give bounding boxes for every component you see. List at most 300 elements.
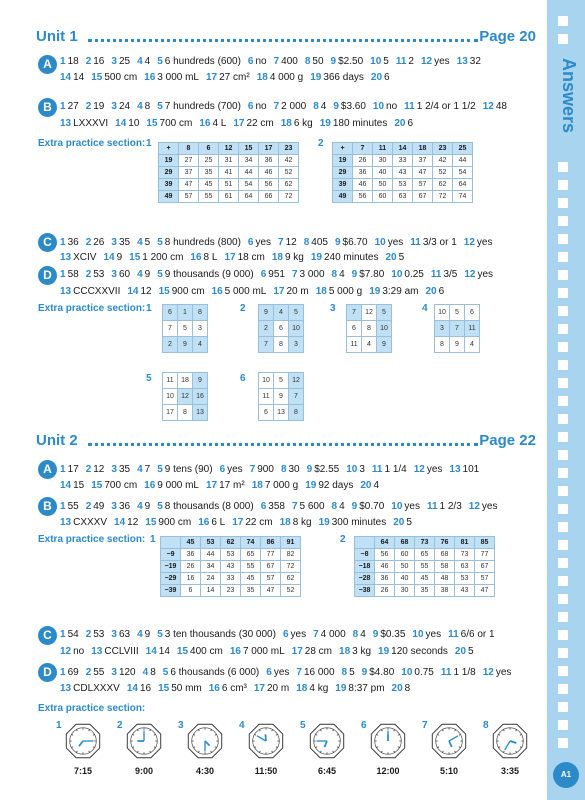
answer-item	[346, 464, 365, 475]
question-number: 18	[339, 646, 351, 657]
question-number: 10	[374, 237, 386, 248]
answers-line	[60, 268, 540, 281]
answer-item	[464, 269, 493, 280]
grid-cell: 36	[181, 549, 201, 561]
answer-value: XCIV	[73, 252, 97, 263]
answer-item	[137, 629, 150, 640]
grid-cell: −29	[161, 573, 181, 585]
unit-title: Unit 1	[36, 28, 78, 45]
answer-value: 5	[349, 667, 355, 678]
clock-time-label: 11:50	[254, 766, 278, 776]
answer-value: 4 kg	[309, 683, 329, 694]
answer-item	[60, 118, 108, 129]
grid-cell: 67	[475, 561, 495, 573]
exercise-number: 6	[240, 373, 246, 384]
answer-item	[261, 501, 285, 512]
answer-item	[60, 683, 120, 694]
question-number: 3	[111, 237, 117, 248]
answer-item	[86, 56, 105, 67]
question-number: 16	[144, 72, 156, 83]
exercise-number: 6	[361, 720, 367, 731]
answer-item	[60, 464, 79, 475]
answer-item	[278, 237, 297, 248]
answer-item	[261, 269, 285, 280]
clock-icon	[125, 722, 163, 760]
answer-item	[353, 629, 366, 640]
answer-value: 36	[67, 237, 79, 248]
answer-value: 8 hundreds (800)	[164, 237, 241, 248]
answer-value: 24	[118, 101, 131, 112]
magic-cell: 8	[274, 337, 289, 353]
question-number: 20	[454, 646, 467, 657]
section-badge-b: B	[38, 98, 57, 117]
grid-cell: 25	[199, 155, 219, 167]
question-number: 6	[282, 629, 289, 640]
question-number: 3	[111, 501, 117, 512]
answer-value: 7 000 mL	[242, 646, 285, 657]
question-number: 17	[206, 72, 218, 83]
grid-cell: 72	[279, 191, 299, 203]
strip-square	[558, 378, 568, 388]
answer-item	[190, 252, 217, 263]
question-number: 5	[157, 629, 163, 640]
exercise-number: 1	[146, 303, 152, 314]
answer-value: 16	[139, 683, 152, 694]
question-number: 9	[334, 237, 341, 248]
answer-item	[60, 72, 84, 83]
answer-value: 3 kg	[352, 646, 372, 657]
question-number: 19	[310, 72, 322, 83]
answer-item	[281, 118, 313, 129]
question-number: 12	[482, 667, 494, 678]
answer-value: 63	[118, 629, 131, 640]
answer-value: 15	[73, 480, 85, 491]
grid-cell: −38	[355, 585, 375, 597]
strip-square	[558, 468, 568, 478]
question-number: 8	[304, 56, 311, 67]
answer-item	[111, 501, 130, 512]
answer-value: 3/3 or 1	[422, 237, 457, 248]
question-number: 12	[482, 101, 494, 112]
question-number: 1	[60, 56, 66, 67]
answer-item	[427, 501, 462, 512]
question-number: 19	[335, 683, 347, 694]
answer-item	[163, 667, 260, 678]
answer-item	[342, 667, 355, 678]
answer-item	[86, 629, 105, 640]
magic-cell: 9	[450, 337, 465, 353]
answer-item	[137, 56, 150, 67]
grid-cell: 15	[239, 143, 259, 155]
answers-line	[60, 500, 540, 513]
answers-line	[60, 55, 540, 68]
strip-square	[558, 342, 568, 352]
grid-cell: 35	[199, 167, 219, 179]
exercise-number: 4	[422, 303, 428, 314]
magic-cell: 18	[178, 373, 193, 389]
answer-value: 27	[67, 101, 79, 112]
answer-item	[273, 286, 308, 297]
strip-square	[558, 34, 568, 44]
question-number: 20	[370, 72, 383, 83]
answer-item	[115, 118, 139, 129]
answer-value: 9	[144, 501, 151, 512]
answer-item	[335, 683, 384, 694]
exercise-number: 1	[56, 720, 62, 731]
answer-item	[362, 667, 395, 678]
answer-value: yes	[476, 237, 493, 248]
answer-item	[410, 237, 457, 248]
answer-item	[281, 464, 300, 475]
answer-item	[199, 118, 226, 129]
answer-item	[111, 629, 130, 640]
answer-value: 27 cm²	[219, 72, 250, 83]
grid-cell: 52	[433, 167, 453, 179]
question-number: 9	[351, 269, 358, 280]
question-number: 14	[114, 517, 126, 528]
answer-item	[212, 286, 267, 297]
answer-item	[111, 667, 135, 678]
clock-time-label: 12:00	[376, 766, 400, 776]
magic-square	[162, 304, 208, 353]
magic-cell: 4	[362, 337, 377, 353]
answer-value: yes	[387, 237, 404, 248]
question-number: 8	[280, 464, 287, 475]
answer-item	[370, 56, 389, 67]
answer-item	[250, 464, 274, 475]
answer-item	[86, 464, 105, 475]
question-number: 12	[413, 464, 425, 475]
grid-cell: 16	[181, 573, 201, 585]
extra-practice-label: Extra practice section:	[38, 138, 146, 149]
magic-cell: 4	[274, 305, 289, 321]
answer-value: 69	[67, 667, 79, 678]
strip-square	[558, 216, 568, 226]
answer-value: 53	[93, 629, 105, 640]
question-number: 9	[306, 464, 313, 475]
answer-value: 8:37 pm	[348, 683, 385, 694]
subtraction-grid-1	[160, 536, 301, 597]
question-number: 20	[360, 480, 372, 491]
grid-cell: 77	[475, 549, 495, 561]
question-number: 14	[103, 252, 115, 263]
strip-square	[558, 630, 568, 640]
answers-side-title	[549, 58, 583, 148]
answer-value: 120	[118, 667, 136, 678]
grid-cell: 73	[415, 537, 435, 549]
answer-item	[86, 501, 105, 512]
grid-cell: 44	[239, 167, 259, 179]
answer-item	[60, 237, 79, 248]
exercise-number: 3	[330, 303, 336, 314]
answer-value: 22 cm	[246, 118, 274, 129]
grid-cell: 27	[179, 155, 199, 167]
magic-cell: 7	[259, 337, 274, 353]
grid-cell: 39	[159, 179, 179, 191]
grid-cell: 74	[241, 537, 261, 549]
grid-cell: 11	[373, 143, 393, 155]
answer-value: 35	[118, 237, 131, 248]
strip-square	[558, 450, 568, 460]
page-ref: Page 22	[479, 432, 536, 449]
answer-value: 26	[93, 237, 105, 248]
answers-title: Answers	[559, 58, 579, 134]
strip-square	[558, 252, 568, 262]
answer-item	[392, 683, 411, 694]
answer-value: yes	[434, 56, 450, 67]
exercise-number: 4	[239, 720, 245, 731]
answer-value: no	[386, 101, 398, 112]
question-number: 12	[468, 501, 480, 512]
grid-cell: 91	[281, 537, 301, 549]
answer-value: 4	[339, 269, 345, 280]
answer-value: 58	[67, 269, 79, 280]
page-id-badge: A1	[553, 762, 579, 788]
question-number: 10	[412, 629, 424, 640]
question-number: 13	[60, 252, 72, 263]
grid-cell: 46	[259, 167, 279, 179]
extra-practice-label: Extra practice section:	[38, 303, 146, 314]
answer-item	[378, 646, 448, 657]
answer-value: 500 cm	[104, 72, 138, 83]
answer-item	[401, 667, 434, 678]
grid-cell: 42	[433, 155, 453, 167]
question-number: 13	[60, 286, 72, 297]
grid-cell: 43	[455, 585, 475, 597]
magic-cell: 12	[178, 389, 193, 405]
answer-item	[274, 56, 298, 67]
grid-cell: 6	[199, 143, 219, 155]
answer-value: 5	[468, 646, 474, 657]
question-number: 18	[315, 286, 327, 297]
answer-item	[60, 517, 107, 528]
answer-value: 55	[67, 501, 79, 512]
answers-line	[60, 645, 540, 658]
answers-line	[60, 516, 540, 529]
question-number: 5	[157, 56, 163, 67]
clock-time-label: 7:15	[73, 766, 92, 776]
strip-square	[558, 720, 568, 730]
answer-item	[248, 101, 267, 112]
exercise-number: 2	[318, 138, 324, 149]
strip-square	[558, 162, 568, 172]
question-number: 17	[224, 252, 236, 263]
answer-value: 4 000	[320, 629, 346, 640]
answers-line	[60, 251, 540, 264]
answer-value: 8	[144, 101, 151, 112]
answer-item	[313, 629, 346, 640]
question-number: 15	[145, 517, 157, 528]
answer-item	[91, 646, 138, 657]
answer-value: 6/6 or 1	[460, 629, 495, 640]
magic-cell: 6	[274, 321, 289, 337]
answer-value: 6 hundreds (600)	[164, 56, 241, 67]
magic-cell: 7	[163, 321, 178, 337]
question-number: 11	[440, 667, 452, 678]
answer-value: 16	[93, 56, 105, 67]
grid-cell: 67	[413, 191, 433, 203]
answer-item	[111, 237, 130, 248]
answer-value: 6 L	[211, 517, 226, 528]
section-badge-d: D	[38, 266, 57, 285]
question-number: 5	[157, 269, 163, 280]
question-number: 2	[85, 629, 92, 640]
answer-item	[305, 480, 353, 491]
question-number: 13	[60, 683, 72, 694]
answer-value: 14	[158, 646, 170, 657]
grid-cell: 67	[261, 561, 281, 573]
answer-value: 1 200 cm	[142, 252, 184, 263]
grid-cell: 18	[413, 143, 433, 155]
strip-square	[558, 504, 568, 514]
grid-cell: −19	[161, 561, 181, 573]
answer-value: 35	[118, 464, 131, 475]
grid-cell: 62	[221, 537, 241, 549]
question-number: 14	[145, 646, 157, 657]
magic-cell: 6	[259, 405, 274, 421]
magic-cell: 10	[377, 321, 392, 337]
grid-cell: 49	[333, 191, 353, 203]
clock-icon	[186, 722, 224, 760]
answer-value: 9 000 mL	[157, 480, 199, 491]
question-number: 8	[313, 101, 319, 112]
answer-value: 12	[93, 464, 105, 475]
answer-item	[86, 269, 105, 280]
answer-value: 5	[398, 252, 405, 263]
grid-cell: 53	[201, 537, 221, 549]
unit-2-header	[36, 432, 536, 452]
grid-cell: 26	[353, 155, 373, 167]
grid-cell: 72	[433, 191, 453, 203]
question-number: 19	[318, 517, 330, 528]
answer-value: 5	[144, 237, 151, 248]
answer-value: yes	[495, 667, 512, 678]
answer-value: 14	[73, 72, 85, 83]
magic-cell: 3	[193, 321, 208, 337]
grid-cell: 43	[393, 167, 413, 179]
answer-item	[373, 101, 397, 112]
answer-item	[60, 269, 79, 280]
dotted-leader	[88, 443, 478, 446]
question-number: 7	[291, 501, 298, 512]
question-number: 4	[137, 464, 143, 475]
magic-square	[258, 304, 304, 353]
grid-cell: 26	[181, 561, 201, 573]
answer-item	[157, 101, 241, 112]
answer-value: 54	[67, 629, 79, 640]
grid-cell: 41	[219, 167, 239, 179]
answer-item	[60, 252, 96, 263]
grid-cell: 63	[455, 561, 475, 573]
question-number: 11	[430, 269, 442, 280]
grid-cell: 19	[333, 155, 353, 167]
answer-item	[127, 683, 151, 694]
question-number: 18	[296, 683, 308, 694]
question-number: 19	[369, 286, 381, 297]
answer-value: 17	[67, 464, 79, 475]
question-number: 4	[137, 237, 143, 248]
answer-item	[292, 269, 325, 280]
answer-value: 5	[406, 517, 412, 528]
answer-item	[157, 237, 241, 248]
question-number: 15	[146, 118, 158, 129]
answer-value: yes	[481, 501, 498, 512]
magic-cell: 13	[274, 405, 289, 421]
exercise-number: 2	[340, 534, 346, 545]
magic-cell: 3	[289, 337, 304, 353]
question-number: 7	[273, 101, 280, 112]
grid-cell: 12	[219, 143, 239, 155]
answer-item	[143, 667, 156, 678]
grid-cell: 47	[475, 585, 495, 597]
question-number: 14	[127, 286, 139, 297]
answer-value: no	[73, 646, 85, 657]
grid-cell: 46	[353, 179, 373, 191]
magic-cell: 16	[193, 389, 208, 405]
grid-cell: 65	[241, 549, 261, 561]
question-number: 4	[137, 56, 143, 67]
answer-item	[360, 480, 379, 491]
grid-cell	[355, 537, 375, 549]
answers-line	[60, 100, 540, 113]
strip-square	[558, 198, 568, 208]
magic-cell: 10	[435, 305, 450, 321]
grid-cell: 57	[261, 573, 281, 585]
answer-value: 6	[384, 72, 390, 83]
clock-icon	[247, 722, 285, 760]
question-number: 15	[158, 683, 170, 694]
magic-cell: 6	[163, 305, 178, 321]
answer-value: 7	[144, 464, 151, 475]
magic-cell: 5	[274, 373, 289, 389]
magic-cell: 13	[193, 405, 208, 421]
answer-item	[335, 237, 368, 248]
grid-cell: 56	[353, 191, 373, 203]
question-number: 10	[391, 501, 403, 512]
question-number: 9	[351, 501, 358, 512]
magic-cell: 4	[465, 337, 480, 353]
grid-cell: 44	[201, 549, 221, 561]
grid-cell: 38	[435, 585, 455, 597]
answer-value: 4	[373, 480, 380, 491]
answer-value: 30	[288, 464, 300, 475]
page-ref: Page 20	[479, 28, 536, 45]
clock-time-label: 9:00	[134, 766, 153, 776]
grid-cell: 86	[261, 537, 281, 549]
grid-cell: 68	[395, 537, 415, 549]
question-number: 1	[60, 101, 66, 112]
answer-item	[391, 269, 424, 280]
answer-value: 10	[128, 118, 140, 129]
grid-cell: 54	[453, 167, 473, 179]
answer-item	[111, 56, 130, 67]
answer-item	[232, 517, 272, 528]
answer-value: 9 kg	[284, 252, 304, 263]
grid-cell: 60	[395, 549, 415, 561]
grid-cell: 24	[201, 573, 221, 585]
grid-cell: 35	[241, 585, 261, 597]
question-number: 16	[198, 517, 210, 528]
grid-cell: 45	[241, 573, 261, 585]
answer-value: 3	[359, 464, 365, 475]
grid-cell: −39	[161, 585, 181, 597]
answer-value: 5 600	[299, 501, 325, 512]
clock-time-label: 6:45	[317, 766, 336, 776]
grid-cell: 45	[199, 179, 219, 191]
answer-item	[60, 646, 84, 657]
strip-square	[558, 576, 568, 586]
answer-value: 48	[495, 101, 507, 112]
